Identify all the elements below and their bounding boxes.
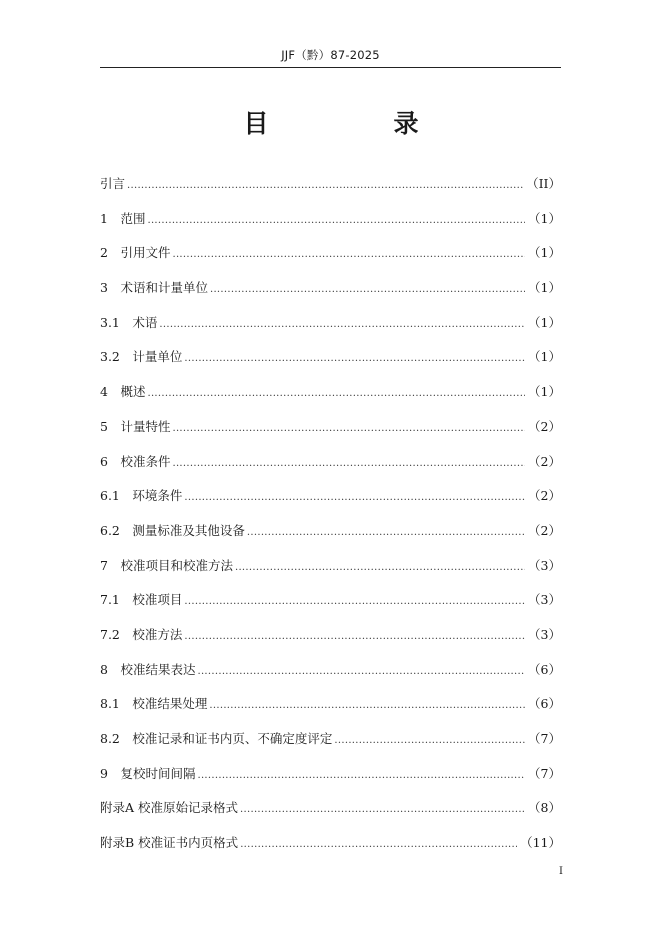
toc-entry-page: （7）	[528, 731, 561, 746]
toc-entry-number: 1	[100, 210, 121, 226]
toc-entry-label: 计量单位	[132, 349, 183, 365]
toc-entry-page: （3）	[528, 626, 561, 642]
toc-entry[interactable]	[100, 729, 561, 764]
table-of-contents	[100, 174, 561, 868]
toc-entry-page: （1）	[528, 384, 561, 400]
toc-entry-page: （8）	[528, 800, 561, 816]
dot-leader	[240, 835, 517, 855]
toc-entry-number: 6.2	[100, 522, 133, 538]
toc-entry-number: 8	[100, 661, 121, 677]
toc-entry[interactable]	[100, 382, 561, 417]
toc-entry-number: 6	[100, 453, 121, 469]
dot-leader	[147, 384, 525, 404]
dot-leader	[209, 696, 525, 716]
toc-entry-number: 5	[100, 418, 121, 434]
toc-entry-number: 4	[100, 384, 121, 400]
toc-entry-page: （6）	[528, 696, 561, 712]
dot-leader	[172, 245, 525, 265]
toc-entry-number: 7.1	[100, 592, 133, 608]
toc-entry[interactable]	[100, 694, 561, 729]
toc-entry-label: 校准记录和证书内页、不确定度评定	[132, 731, 333, 746]
dot-leader	[334, 731, 525, 751]
toc-entry[interactable]	[100, 521, 561, 556]
toc-entry-page: （1）	[528, 314, 561, 330]
toc-entry-page: （2）	[528, 488, 561, 504]
toc-entry-number: 9	[100, 765, 121, 781]
dot-leader	[184, 592, 525, 612]
toc-entry-label: 校准结果表达	[120, 661, 196, 677]
page-title: 目 录	[243, 109, 469, 138]
toc-entry-page: （2）	[528, 418, 561, 434]
toc-entry-page: （1）	[528, 280, 561, 296]
dot-leader	[172, 454, 525, 474]
toc-entry[interactable]	[100, 347, 561, 382]
toc-entry-page: （1）	[528, 210, 561, 226]
toc-entry-page: （II）	[526, 176, 561, 191]
toc-entry-number: 2	[100, 245, 121, 261]
toc-entry-label: 计量特性	[120, 418, 171, 434]
toc-entry-label: 校准项目	[132, 592, 183, 608]
toc-entry[interactable]	[100, 590, 561, 625]
toc-entry-label: 校准方法	[132, 626, 183, 642]
toc-entry-label: 校准项目和校准方法	[120, 557, 233, 573]
toc-entry-page: （7）	[528, 765, 561, 781]
toc-entry[interactable]	[100, 174, 561, 209]
dot-leader	[147, 211, 525, 231]
dot-leader	[184, 627, 525, 647]
toc-entry-label: 术语和计量单位	[120, 280, 208, 296]
toc-entry-number: 7	[100, 557, 121, 573]
toc-entry-number: 3.2	[100, 349, 133, 365]
toc-entry[interactable]	[100, 486, 561, 521]
toc-entry-label: 引用文件	[120, 245, 171, 261]
dot-leader	[235, 558, 525, 578]
toc-entry-page: （1）	[528, 245, 561, 261]
toc-entry-label: 校准原始记录格式	[138, 800, 239, 816]
toc-entry-label: 校准结果处理	[132, 696, 208, 712]
toc-entry-label: 校准证书内页格式	[138, 835, 239, 851]
toc-entry-page: （11）	[520, 835, 561, 851]
toc-entry-page: （2）	[528, 453, 561, 469]
dot-leader	[197, 766, 525, 786]
toc-entry[interactable]	[100, 625, 561, 660]
toc-entry-number: 附录A	[100, 800, 139, 816]
dot-leader	[210, 280, 525, 300]
dot-leader	[247, 523, 525, 543]
dot-leader	[159, 315, 525, 335]
toc-entry-page: （6）	[528, 661, 561, 677]
toc-entry-label: 概述	[120, 384, 146, 400]
toc-entry-page: （2）	[528, 522, 561, 538]
page-number: I	[559, 866, 563, 877]
toc-entry[interactable]	[100, 833, 561, 868]
toc-entry-page: （1）	[528, 349, 561, 365]
toc-entry[interactable]	[100, 209, 561, 244]
dot-leader	[127, 176, 523, 196]
dot-leader	[240, 800, 525, 820]
toc-entry-number: 7.2	[100, 626, 133, 642]
toc-entry-label: 引言	[100, 176, 126, 191]
toc-entry[interactable]	[100, 798, 561, 833]
toc-entry-number: 附录B	[100, 835, 139, 851]
toc-entry-label: 环境条件	[132, 488, 183, 504]
standard-number: JJF（黔）87-2025	[281, 48, 380, 62]
toc-entry-number: 8.1	[100, 696, 133, 712]
toc-entry-label: 测量标准及其他设备	[132, 522, 245, 538]
dot-leader	[172, 419, 525, 439]
toc-entry[interactable]	[100, 452, 561, 487]
toc-entry[interactable]	[100, 417, 561, 452]
toc-entry-label: 校准条件	[120, 453, 171, 469]
toc-entry-number: 3	[100, 280, 121, 296]
toc-entry[interactable]	[100, 556, 561, 591]
toc-entry-label: 范围	[120, 210, 146, 226]
toc-entry[interactable]	[100, 313, 561, 348]
dot-leader	[197, 662, 525, 682]
toc-entry-number: 6.1	[100, 488, 133, 504]
toc-entry-label: 术语	[132, 314, 158, 330]
document-header	[100, 46, 561, 68]
dot-leader	[184, 488, 525, 508]
toc-entry-label: 复校时间间隔	[120, 765, 196, 781]
toc-entry[interactable]	[100, 278, 561, 313]
toc-entry[interactable]	[100, 660, 561, 695]
toc-entry[interactable]	[100, 764, 561, 799]
toc-entry[interactable]	[100, 243, 561, 278]
toc-entry-number: 8.2	[100, 731, 133, 746]
toc-entry-number: 3.1	[100, 314, 133, 330]
toc-entry-page: （3）	[528, 592, 561, 608]
toc-entry-page: （3）	[528, 557, 561, 573]
dot-leader	[184, 349, 525, 369]
